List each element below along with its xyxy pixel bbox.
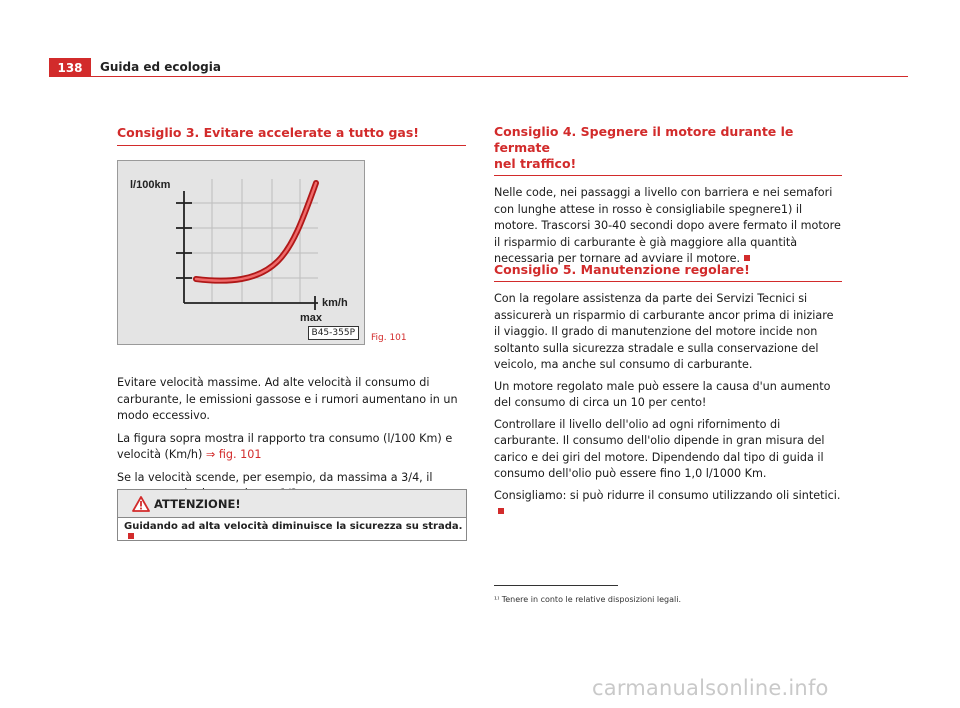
figure-reference-link[interactable]: ⇒ fig. 101 [205, 448, 262, 461]
paragraph: Con la regolare assistenza da parte dei Servizi Tecnici si assicurerà un risparmio di carburante ancor prima di iniziare il viaggio. Il grado di manutenzione del motore incide non soltanto sulla sicurezza stradale e sulla conservazione del veicolo, ma anche sul consumo di carburante. [494, 292, 834, 371]
header-rule [49, 76, 908, 77]
section-3-body [117, 375, 467, 503]
warning-box [117, 489, 467, 541]
section-5 [494, 262, 842, 521]
footnote-rule [494, 585, 618, 586]
y-axis-label: l/100km [130, 179, 171, 191]
paragraph: Se la velocità scende, per esempio, da massima a 3/4, il [117, 470, 433, 484]
end-mark [128, 533, 134, 539]
warning-title: ATTENZIONE! [154, 497, 241, 511]
watermark: carmanualsonline.info [592, 676, 829, 700]
consumption-figure [117, 160, 365, 345]
paragraph: Nelle code, nei passaggi a livello con barriera e nei semafori con lunghe attese in rosso è consigliabile spegnere1) il motore. Trascorsi 30-40 secondi dopo avere fermato il motore il risparmio di carburante è già maggiore alla quantità necessaria per tornare ad avviare il motore. [494, 186, 841, 265]
page-title: Guida ed ecologia [100, 60, 221, 74]
consumption-curve [196, 183, 316, 281]
warning-triangle-icon [132, 496, 150, 512]
section-5-rule [494, 281, 842, 282]
end-mark [744, 255, 750, 261]
warning-header [118, 490, 466, 518]
section-3-rule [117, 145, 466, 146]
section-3-heading: Consiglio 3. Evitare accelerate a tutto gas! [117, 125, 419, 140]
warning-text: Guidando ad alta velocità diminuisce la sicurezza su strada. [124, 521, 466, 543]
max-label: max [300, 312, 323, 324]
paragraph: Controllare il livello dell'olio ad ogni rifornimento di carburante. Il consumo dell'olio dipende in gran misura del carico e dei giri del motore. Dipendendo dal tipo di guida il consumo dell'olio può essere fino 1,0 l/1000 Km. [494, 417, 825, 480]
paragraph: Un motore regolato male può essere la causa d'un aumento del consumo di circa un 10 per cento! [494, 379, 831, 409]
page-number: 138 [49, 58, 91, 77]
chart-axes [176, 191, 318, 310]
footnote: ¹⁾ Tenere in conto le relative disposizioni legali. [494, 595, 682, 604]
paragraph: Evitare velocità massime. Ad alte velocità il consumo di carburante, le emissioni gassose e i rumori aumentano in un modo eccessivo. [117, 376, 458, 422]
paragraph: La figura sopra mostra il rapporto tra consumo (l/100 Km) e velocità (Km/h) ⇒ fig. 101 [117, 431, 453, 461]
end-mark [498, 508, 504, 514]
section-3 [117, 125, 466, 146]
figure-code: B45-355P [308, 326, 359, 340]
section-5-body [494, 291, 842, 521]
section-4 [494, 124, 842, 268]
x-axis-label: km/h [322, 297, 348, 309]
figure-caption: Fig. 101 [371, 333, 407, 343]
paragraph: Consigliamo: si può ridurre il consumo utilizzando oli sintetici. [494, 488, 842, 521]
chart-grid [184, 179, 318, 303]
consumption-chart [118, 161, 364, 344]
section-5-heading: Consiglio 5. Manutenzione regolare! [494, 262, 750, 277]
section-4-rule [494, 175, 842, 176]
section-4-heading: Consiglio 4. Spegnere il motore durante le fermate nel traffico! [494, 124, 794, 171]
